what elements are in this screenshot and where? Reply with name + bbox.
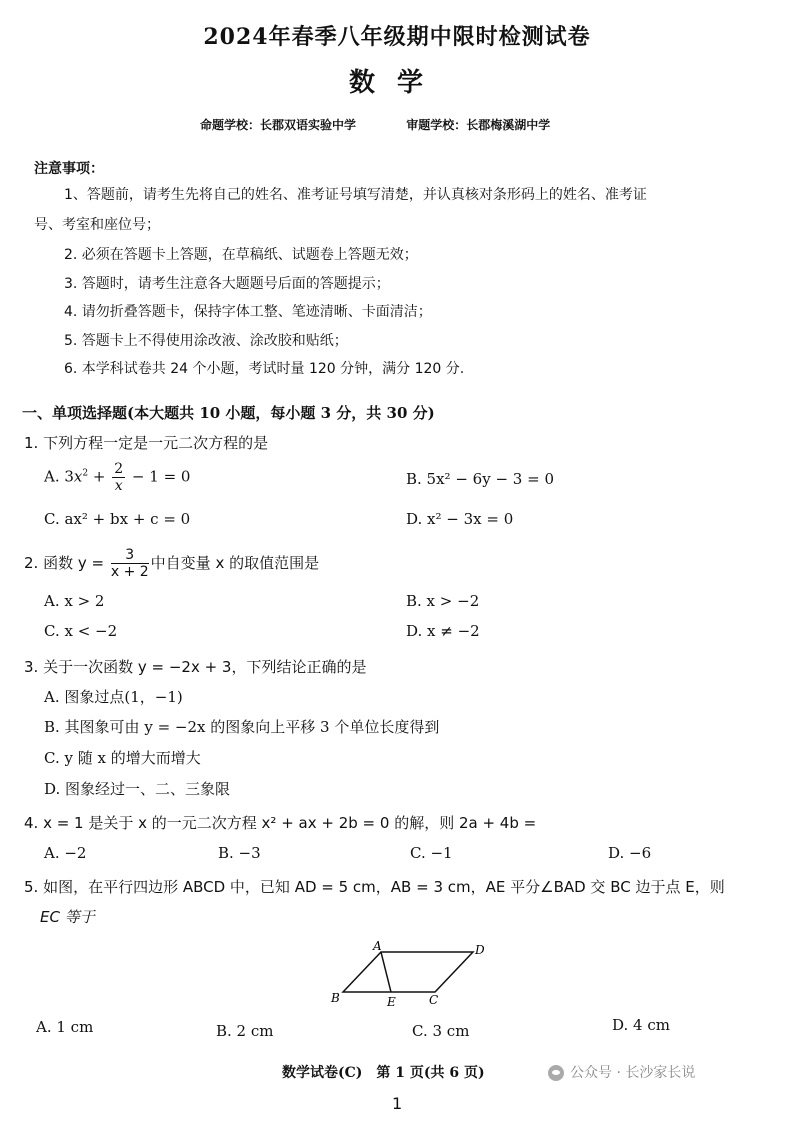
notice-title: 注意事项： (34, 161, 104, 177)
question-5-stem-cont: EC 等于 (40, 908, 95, 926)
notice-item: 2. 必须在答题卡上答题，在草稿纸、试题卷上答题无效； (64, 247, 418, 263)
question-5-option-b: B. 2 cm (216, 1022, 274, 1040)
segment-ae (381, 952, 391, 992)
label-a: A (373, 940, 382, 953)
question-5-option-a: A. 1 cm (36, 1018, 94, 1036)
label-c: C (429, 993, 439, 1007)
question-2-option-a: A. x > 2 (44, 592, 105, 610)
watermark (548, 1062, 695, 1082)
option-label: A. (44, 467, 65, 486)
wechat-icon (548, 1065, 564, 1081)
question-5-option-d: D. 4 cm (612, 1016, 670, 1034)
watermark-text: 公众号 · 长沙家长说 (570, 1065, 696, 1081)
stem-part: 2. 函数 y = (24, 554, 105, 572)
subject-title: 数学 (348, 68, 445, 98)
setter-school: 命题学校：长郡双语实验中学 (200, 118, 357, 132)
question-2-option-c: C. x < −2 (44, 622, 118, 640)
question-2-option-b: B. x > −2 (406, 592, 480, 610)
question-5-stem: 5. 如图，在平行四边形 ABCD 中，已知 AD = 5 cm，AB = 3 cm，AE 平分∠BAD 交 BC 边于点 E，则 (24, 878, 725, 896)
question-3-option-c: C. y 随 x 的增大而增大 (44, 749, 201, 767)
question-4-stem: 4. x = 1 是关于 x 的一元二次方程 x² + ax + 2b = 0 的解，则 2a + 4b = (24, 814, 537, 832)
question-2-stem (24, 548, 319, 579)
question-4-option-d: D. −6 (608, 844, 652, 862)
question-1-option-b: B. 5x² − 6y − 3 = 0 (406, 470, 554, 488)
stem-part: 中自变量 x 的取值范围是 (150, 554, 320, 572)
parallelogram-abcd (343, 952, 473, 992)
notice-item: 1、答题前，请考生先将自己的姓名、准考证号填写清楚，并认真核对条形码上的姓名、准考证 (64, 187, 647, 203)
notice-item: 号、考室和座位号； (34, 217, 160, 233)
page-number: 1 (392, 1094, 403, 1113)
question-5-option-c: C. 3 cm (412, 1022, 470, 1040)
reviewer-school: 审题学校：长郡梅溪湖中学 (406, 118, 551, 132)
notice-item: 6. 本学科试卷共 24 个小题，考试时量 120 分钟，满分 120 分. (64, 361, 465, 377)
question-1-option-d: D. x² − 3x = 0 (406, 510, 514, 528)
page-footer: 数学试卷(C) 第 1 页(共 6 页) (282, 1065, 485, 1081)
question-1-stem: 1. 下列方程一定是一元二次方程的是 (24, 434, 269, 452)
notice-item: 4. 请勿折叠答题卡，保持字体工整、笔迹清晰、卡面清洁； (64, 304, 432, 320)
label-b: B (331, 991, 340, 1005)
fraction: $\frac{3}{x + 2}$ (110, 547, 149, 580)
question-3-option-a: A. 图象过点(1，−1) (44, 688, 183, 706)
school-info (200, 116, 596, 133)
question-4-option-a: A. −2 (44, 844, 87, 862)
label-e: E (387, 995, 396, 1009)
question-1-option-c: C. ax² + bx + c = 0 (44, 510, 191, 528)
question-4-option-b: B. −3 (218, 844, 261, 862)
question-3-option-b: B. 其图象可由 y = −2x 的图象向上平移 3 个单位长度得到 (44, 718, 440, 736)
question-4-option-c: C. −1 (410, 844, 453, 862)
section-heading: 一、单项选择题(本大题共 10 小题，每小题 3 分，共 30 分) (22, 404, 435, 422)
question-2-option-d: D. x ≠ −2 (406, 622, 480, 640)
exam-title: 2024年春季八年级期中限时检测试卷 (203, 24, 591, 50)
question-3-option-d: D. 图象经过一、二、三象限 (44, 780, 231, 798)
notice-item: 5. 答题卡上不得使用涂改液、涂改胶和贴纸； (64, 333, 348, 349)
question-3-stem: 3. 关于一次函数 y = −2x + 3，下列结论正确的是 (24, 658, 367, 676)
label-d: D (475, 943, 485, 957)
question-1-option-a: A. $3x^2$ + $\frac{2}{x}$ − 1 = 0 (44, 461, 191, 494)
notice-item: 3. 答题时，请考生注意各大题题号后面的答题提示； (64, 276, 390, 292)
fraction: $\frac{2}{x}$ (114, 461, 124, 494)
parallelogram-figure (325, 940, 495, 1012)
